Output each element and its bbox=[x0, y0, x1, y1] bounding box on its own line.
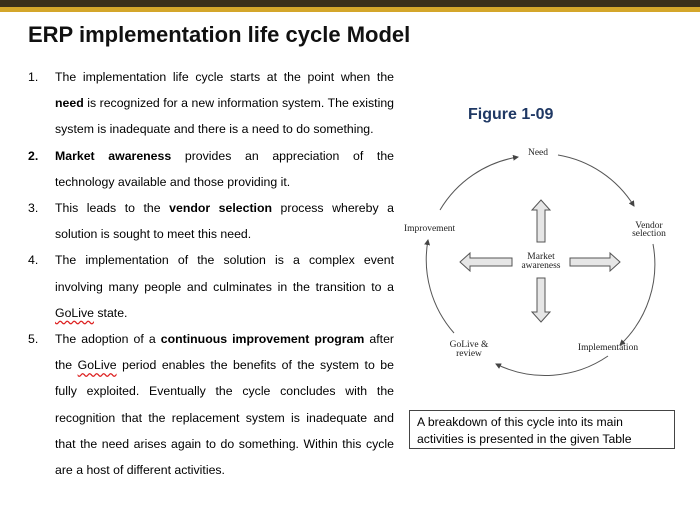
figure-title: Figure 1-09 bbox=[468, 106, 554, 123]
keyword-golive: GoLive bbox=[77, 358, 117, 373]
label-need: Need bbox=[527, 148, 549, 158]
list-item: 1. The implementation life cycle starts at the point when the need is recognized for a new information system. The existing system is inadequate and there is a need to do something. bbox=[28, 64, 394, 143]
list-item: 3. This leads to the vendor selection process whereby a solution is sought to meet this need. bbox=[28, 195, 394, 247]
label-golive-1: GoLive & bbox=[449, 340, 489, 350]
keyword-market-awareness: Market awareness bbox=[55, 148, 172, 163]
item-number: 3. bbox=[28, 201, 39, 216]
item-number: 4. bbox=[28, 253, 39, 268]
list-item: 2. Market awareness provides an appreciation of the technology available and those providing it. bbox=[28, 143, 394, 195]
list-item: 4. The implementation of the solution is a complex event involving many people and culminates in the transition to a GoLive state. bbox=[28, 247, 394, 326]
label-market-1: Market bbox=[527, 252, 555, 262]
top-gold-bar bbox=[0, 7, 700, 12]
label-golive-2: review bbox=[456, 349, 482, 359]
label-vendor-2: selection bbox=[632, 229, 666, 239]
cycle-arrow bbox=[426, 240, 454, 333]
page-title: ERP implementation life cycle Model bbox=[28, 22, 411, 47]
keyword-continuous-improvement: continuous improvement program bbox=[160, 332, 365, 347]
figure-caption: A breakdown of this cycle into its main activities is presented in the given Table bbox=[409, 410, 675, 449]
keyword-need: need bbox=[55, 96, 84, 111]
cycle-arrow bbox=[558, 155, 634, 206]
label-market-2: awareness bbox=[521, 261, 561, 271]
right-block-arrow bbox=[570, 253, 620, 271]
down-block-arrow bbox=[532, 278, 550, 322]
steps-list bbox=[28, 64, 394, 483]
cycle-arrow bbox=[496, 356, 608, 375]
label-implementation: Implementation bbox=[577, 343, 639, 353]
life-cycle-diagram bbox=[398, 138, 678, 398]
item-number: 5. bbox=[28, 332, 39, 347]
item-number: 2. bbox=[28, 148, 39, 163]
keyword-vendor-selection: vendor selection bbox=[169, 201, 272, 216]
top-accent-bar bbox=[0, 0, 700, 7]
item-number: 1. bbox=[28, 70, 39, 84]
cycle-arrow bbox=[440, 157, 518, 210]
list-item: 5. The adoption of a continuous improvement program after the GoLive period enables the benefits of the system to be fully exploited. Eventually the cycle concludes with the recognition that the replacement system is inadequate and that the need arises again to do something. Within this cycle are a host of different activities. bbox=[28, 326, 394, 483]
keyword-golive: GoLive bbox=[55, 305, 94, 320]
cycle-arrow bbox=[620, 244, 655, 345]
up-block-arrow bbox=[532, 200, 550, 242]
label-improvement: Improvement bbox=[404, 224, 456, 234]
left-block-arrow bbox=[460, 253, 512, 271]
label-vendor-1: Vendor bbox=[635, 221, 663, 231]
